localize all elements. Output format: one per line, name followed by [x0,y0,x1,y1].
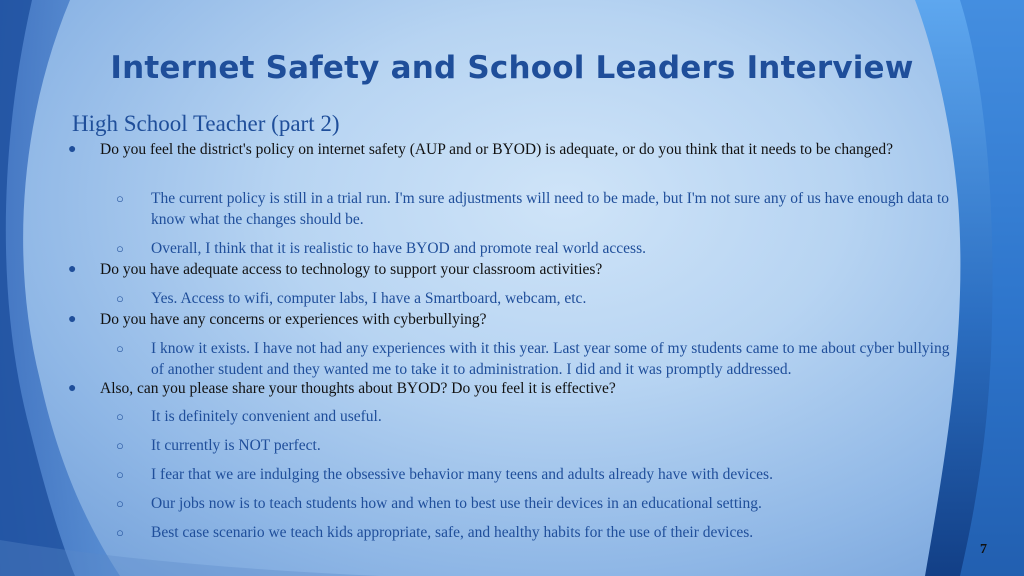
bullet-dot-icon: ● [68,381,77,396]
answer-item [116,188,961,230]
answer-item [116,493,961,514]
answer-text: It currently is NOT perfect. [151,437,321,454]
answer-item [116,406,961,427]
bullet-dot-icon: ● [68,142,77,157]
answer-text: Our jobs now is to teach students how and when to best use their devices in an educational setting. [151,495,762,512]
answer-item [116,522,961,543]
answer-item [116,288,961,309]
slide-subtitle: High School Teacher (part 2) [72,111,340,136]
answer-text: I fear that we are indulging the obsessive behavior many teens and adults already have with devices. [151,466,773,483]
question-text: Also, can you please share your thoughts about BYOD? Do you feel it is effective? [100,380,616,397]
answer-item [116,464,961,485]
answer-text: I know it exists. I have not had any experiences with it this year. Last year some of my students came to me about cyber bullying of another student and they wanted me to take it to administration. I did and it was promptly addressed. [151,340,950,378]
bullet-dot-icon: ● [68,262,77,277]
answer-text: Yes. Access to wifi, computer labs, I have a Smartboard, webcam, etc. [151,290,587,307]
question-text: Do you have any concerns or experiences with cyberbullying? [100,311,487,328]
answer-text: It is definitely convenient and useful. [151,408,382,425]
bullet-circle-icon: ○ [116,496,124,511]
question-item [68,378,950,399]
page-number: 7 [980,542,987,557]
bullet-circle-icon: ○ [116,241,124,256]
answer-text: Best case scenario we teach kids appropriate, safe, and healthy habits for the use of their devices. [151,524,754,541]
slide-title: Internet Safety and School Leaders Interview [110,50,914,86]
answer-item [116,238,961,259]
answer-item [116,338,961,380]
bullet-circle-icon: ○ [116,191,124,206]
answer-text: Overall, I think that it is realistic to have BYOD and promote real world access. [151,240,646,257]
question-item [68,309,950,330]
question-item [68,139,950,160]
bullet-circle-icon: ○ [116,467,124,482]
question-item [68,259,950,280]
answer-item [116,435,961,456]
bullet-circle-icon: ○ [116,409,124,424]
bullet-dot-icon: ● [68,312,77,327]
question-text: Do you feel the district's policy on internet safety (AUP and or BYOD) is adequate, or do you think that it needs to be changed? [100,141,893,158]
bullet-circle-icon: ○ [116,291,124,306]
answer-text: The current policy is still in a trial run. I'm sure adjustments will need to be made, but I'm not sure any of us have enough data to know what the changes should be. [151,190,950,228]
bullet-circle-icon: ○ [116,525,124,540]
question-text: Do you have adequate access to technology to support your classroom activities? [100,261,603,278]
bullet-circle-icon: ○ [116,341,124,356]
bullet-circle-icon: ○ [116,438,124,453]
